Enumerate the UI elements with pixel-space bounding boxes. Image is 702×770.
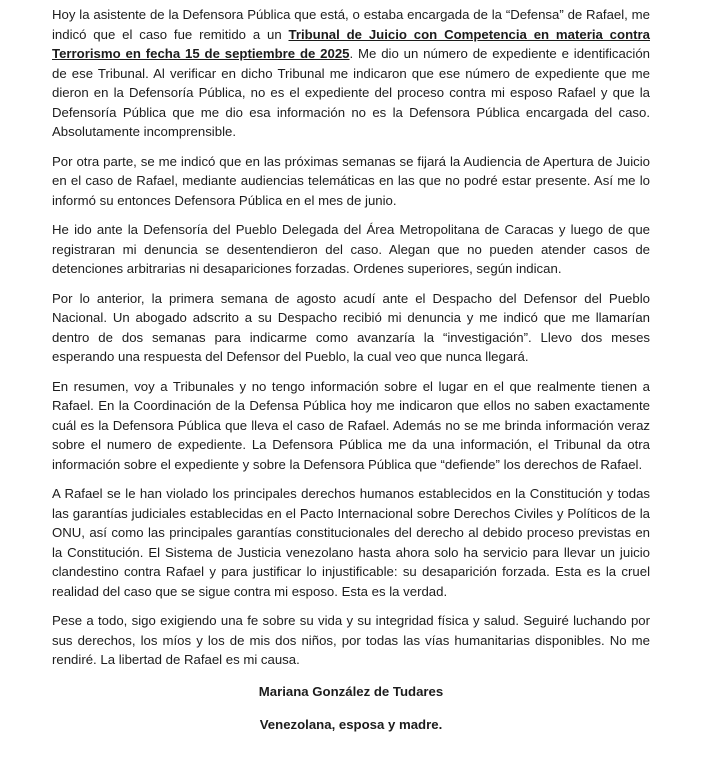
paragraph-1-text-after: . Me dio un número de expediente e identificación de ese Tribunal. Al verificar en dicho Tribunal me indicaron que ese número de expediente que me dieron en la Defensoría Pública, no es el expediente del proceso contra mi esposo Rafael y que la Defensoría Pública que me dio esa información no es la Defensora Pública encargada del caso. Absolutamente incomprensible. [52,46,651,139]
paragraph-7: Pese a todo, sigo exigiendo una fe sobre su vida y su integridad física y salud. Seguiré luchando por sus derechos, los míos y los de mis dos niños, por todas las vías humanitarias disponibles. No me rendiré. La libertad de Rafael es mi causa. [52,613,650,667]
paragraph-1 [52,5,650,142]
paragraph-3: He ido ante la Defensoría del Pueblo Delegada del Área Metropolitana de Caracas y luego de que registraran mi denuncia se desentendieron del caso. Alegan que no pueden atender casos de detenciones arbitrarias ni desapariciones forzadas. Ordenes superiores, según indican. [52,222,650,276]
paragraph-4: Por lo anterior, la primera semana de agosto acudí ante el Despacho del Defensor del Pueblo Nacional. Un abogado adscrito a su Despacho recibió mi denuncia y me indicó que me llamarían dentro de dos semanas para indicarme como avanzaría la “investigación”. Llevo dos meses esperando una respuesta del Defensor del Pueblo, la cual veo que nunca llegará. [52,290,650,364]
paragraph-2: Por otra parte, se me indicó que en las próximas semanas se fijará la Audiencia de Apertura de Juicio en el caso de Rafael, mediante audiencias telemáticas en las que no podré estar presente. Así me lo informó su entonces Defensora Pública en el mes de junio. [52,153,650,208]
paragraph-5: En resumen, voy a Tribunales y no tengo información sobre el lugar en el que realmente tienen a Rafael. En la Coordinación de la Defensa Pública hoy me indicaron que ellos no saben exactamente cuál es la Defensora Pública que lleva el caso de Rafael. Además no se me brinda información veraz sobre el numero de expediente. La Defensora Pública me da una información, el Tribunal da otra información sobre el expediente y sobre la Defensora Pública que “defiende” los derechos de Rafael. [52,378,650,472]
signature-role: Venezolana, esposa y madre. [259,717,443,732]
paragraph-6: A Rafael se le han violado los principales derechos humanos establecidos en la Constitución y todas las garantías judiciales establecidas en el Pacto Internacional sobre Derechos Civiles y Políticos de la ONU, así como las principales garantías constitucionales del derecho al debido proceso previstas en la Constitución. El Sistema de Justicia venezolano hasta ahora solo ha servicio para llevar un juicio clandestino contra Rafael y para justificar lo injustificable: su desaparición forzada. Esta es la cruel realidad del caso que se sigue contra mi esposo. Esta es la verdad. [52,486,650,599]
paragraph-1-emphasized-text: Tribunal de Juicio con Competencia en materia contra Terrorismo en fecha 15 de septiembre de 2025 [52,26,650,61]
paragraph-1-text-before: Hoy la asistente de la Defensora Pública que está, o estaba encargada de la “Defensa” de Rafael, me indicó que el caso fue remitido a un [52,7,650,42]
signature-name: Mariana González de Tudares [258,683,444,699]
